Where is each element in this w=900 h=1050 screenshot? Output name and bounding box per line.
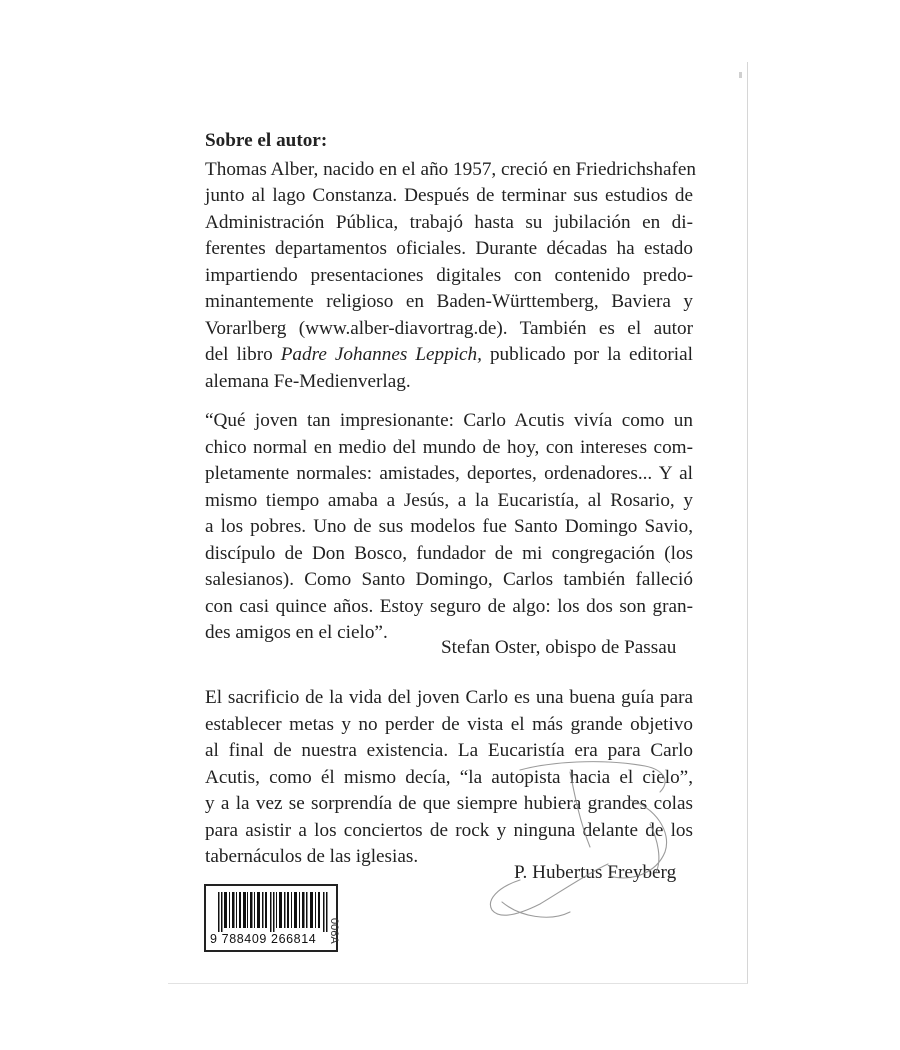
about-author-heading: Sobre el autor: [205, 130, 328, 151]
quote-line: discípulo de Don Bosco, fundador de mi congregación (los [205, 542, 693, 564]
about-line: junto al lago Constanza. Después de terminar sus estudios de [205, 185, 693, 206]
quote-freyberg-attribution: P. Hubertus Freyberg [514, 862, 677, 883]
quote-line: y a la vez se sorprendía de que siempre hubiera grandes colas [205, 793, 693, 814]
about-line: Vorarlberg (www.alber-diavortrag.de). También es el autor [205, 317, 693, 339]
isbn-barcode [204, 884, 338, 952]
quote-line: mismo tiempo amaba a Jesús, a la Eucaristía, al Rosario, y [205, 489, 693, 511]
isbn-first-digit: 9 [210, 932, 218, 946]
about-line: alemana Fe-Medienverlag. [205, 370, 411, 392]
isbn-number [210, 932, 336, 946]
about-line: impartiendo presentaciones digitales con contenido predo- [205, 264, 693, 286]
cover-edge-mark [739, 72, 742, 78]
quote-oster-attribution: Stefan Oster, obispo de Passau [441, 637, 677, 658]
quote-line: tabernáculos de las iglesias. [205, 846, 419, 867]
barcode-side-code: 006A [328, 918, 340, 944]
quote-line: El sacrificio de la vida del joven Carlo es una buena guía para [205, 687, 693, 708]
quote-line: establecer metas y no perder de vista el más grande objetivo [205, 713, 693, 735]
about-line: Thomas Alber, nacido en el año 1957, creció en Friedrichshafen [205, 158, 697, 180]
quote-line: al final de nuestra existencia. La Eucaristía era para Carlo [205, 740, 693, 761]
book-title: Padre Johannes Leppich, [280, 344, 482, 365]
about-author-section [205, 128, 697, 395]
isbn-group-2: 266814 [271, 932, 317, 946]
about-line-book [205, 342, 693, 369]
quote-line: a los pobres. Uno de sus modelos fue Santo Domingo Savio, [205, 516, 693, 537]
barcode-bars [214, 892, 332, 932]
quote-oster [205, 408, 693, 647]
about-line-book-post: publicado por la editorial [481, 344, 693, 365]
isbn-group-1: 788409 [221, 932, 267, 946]
quote-line: pletamente normales: amistades, deportes, ordenadores... Y al [205, 463, 693, 484]
quote-line: Acutis, como él mismo decía, “la autopista hacia el cielo”, [205, 766, 693, 788]
quote-line: para asistir a los conciertos de rock y ninguna delante de los [205, 819, 693, 841]
quote-freyberg [205, 685, 693, 871]
about-line-book-pre: del libro [205, 344, 281, 365]
quote-line: “Qué joven tan impresionante: Carlo Acutis vivía como un [205, 410, 693, 431]
quote-line: con casi quince años. Estoy seguro de algo: los dos son gran- [205, 595, 693, 617]
quote-line: des amigos en el cielo”. [205, 622, 388, 643]
quote-line: salesianos). Como Santo Domingo, Carlos también falleció [205, 569, 693, 590]
about-line: Administración Pública, trabajó hasta su jubilación en di- [205, 211, 693, 233]
about-line: minantemente religioso en Baden-Württemberg, Baviera y [205, 291, 693, 312]
quote-line: chico normal en medio del mundo de hoy, con intereses com- [205, 436, 693, 458]
about-line: ferentes departamentos oficiales. Durante décadas ha estado [205, 238, 693, 259]
